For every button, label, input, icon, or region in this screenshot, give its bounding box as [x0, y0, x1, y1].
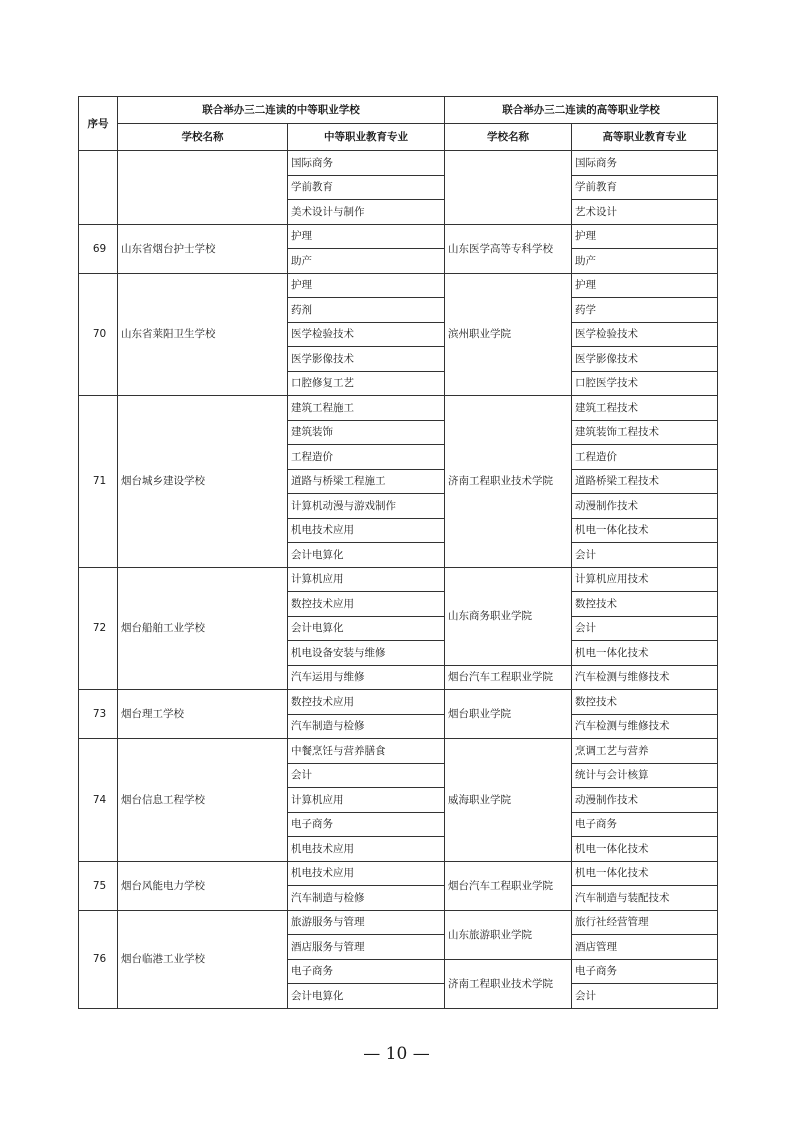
- table-row: [79, 273, 718, 298]
- mid-major-cell: 建筑装饰: [288, 420, 445, 445]
- header-high-school: 学校名称: [445, 124, 572, 151]
- high-major-cell: 艺术设计: [572, 200, 718, 225]
- table-row: [79, 739, 718, 764]
- mid-major-cell: 会计电算化: [288, 984, 445, 1009]
- mid-major-cell: 美术设计与制作: [288, 200, 445, 225]
- mid-major-cell: 药剂: [288, 298, 445, 323]
- header-high-group: 联合举办三二连读的高等职业学校: [445, 97, 718, 124]
- mid-major-cell: 医学检验技术: [288, 322, 445, 347]
- high-major-cell: 助产: [572, 249, 718, 274]
- header-seq: 序号: [79, 97, 118, 151]
- mid-major-cell: 道路与桥梁工程施工: [288, 469, 445, 494]
- mid-major-cell: 国际商务: [288, 151, 445, 176]
- seq-cell: 75: [79, 861, 118, 910]
- mid-school-cell: 山东省莱阳卫生学校: [118, 273, 288, 396]
- mid-major-cell: 机电设备安装与维修: [288, 641, 445, 666]
- mid-major-cell: 汽车制造与检修: [288, 886, 445, 911]
- mid-school-cell: 烟台临港工业学校: [118, 910, 288, 1008]
- table-row: [79, 396, 718, 421]
- mid-major-cell: 会计电算化: [288, 616, 445, 641]
- high-school-cell: 山东医学高等专科学校: [445, 224, 572, 273]
- high-school-cell: 滨州职业学院: [445, 273, 572, 396]
- mid-major-cell: 数控技术应用: [288, 690, 445, 715]
- mid-major-cell: 电子商务: [288, 812, 445, 837]
- mid-school-cell: 山东省烟台护士学校: [118, 224, 288, 273]
- high-school-cell: 济南工程职业技术学院: [445, 396, 572, 568]
- table-row: [79, 910, 718, 935]
- mid-major-cell: 护理: [288, 224, 445, 249]
- high-major-cell: 电子商务: [572, 959, 718, 984]
- header-mid-major: 中等职业教育专业: [288, 124, 445, 151]
- high-school-cell: 烟台汽车工程职业学院: [445, 665, 572, 690]
- high-school-cell: 山东商务职业学院: [445, 567, 572, 665]
- high-school-cell: 威海职业学院: [445, 739, 572, 862]
- high-major-cell: 机电一体化技术: [572, 641, 718, 666]
- high-school-cell: 济南工程职业技术学院: [445, 959, 572, 1008]
- high-major-cell: 动漫制作技术: [572, 494, 718, 519]
- high-major-cell: 国际商务: [572, 151, 718, 176]
- mid-school-cell: 烟台船舶工业学校: [118, 567, 288, 690]
- mid-major-cell: 助产: [288, 249, 445, 274]
- header-high-major: 高等职业教育专业: [572, 124, 718, 151]
- seq-cell: 74: [79, 739, 118, 862]
- mid-major-cell: 计算机应用: [288, 567, 445, 592]
- high-major-cell: 护理: [572, 273, 718, 298]
- mid-school-cell: 烟台风能电力学校: [118, 861, 288, 910]
- seq-cell: 70: [79, 273, 118, 396]
- mid-major-cell: 汽车运用与维修: [288, 665, 445, 690]
- high-major-cell: 医学检验技术: [572, 322, 718, 347]
- high-major-cell: 电子商务: [572, 812, 718, 837]
- high-school-cell: 烟台职业学院: [445, 690, 572, 739]
- high-major-cell: 数控技术: [572, 592, 718, 617]
- high-major-cell: 机电一体化技术: [572, 518, 718, 543]
- mid-school-cell: 烟台城乡建设学校: [118, 396, 288, 568]
- high-major-cell: 工程造价: [572, 445, 718, 470]
- mid-school-cell: [118, 151, 288, 225]
- mid-major-cell: 工程造价: [288, 445, 445, 470]
- high-major-cell: 建筑装饰工程技术: [572, 420, 718, 445]
- table-row: [79, 224, 718, 249]
- mid-major-cell: 机电技术应用: [288, 518, 445, 543]
- high-major-cell: 会计: [572, 984, 718, 1009]
- seq-cell: 73: [79, 690, 118, 739]
- high-school-cell: [445, 151, 572, 225]
- header-mid-school: 学校名称: [118, 124, 288, 151]
- high-major-cell: 道路桥梁工程技术: [572, 469, 718, 494]
- table-row: [79, 151, 718, 176]
- enrollment-table: [78, 96, 718, 1009]
- high-major-cell: 口腔医学技术: [572, 371, 718, 396]
- high-major-cell: 数控技术: [572, 690, 718, 715]
- high-major-cell: 药学: [572, 298, 718, 323]
- high-major-cell: 机电一体化技术: [572, 837, 718, 862]
- mid-major-cell: 电子商务: [288, 959, 445, 984]
- mid-school-cell: 烟台理工学校: [118, 690, 288, 739]
- mid-major-cell: 中餐烹饪与营养膳食: [288, 739, 445, 764]
- high-major-cell: 医学影像技术: [572, 347, 718, 372]
- seq-cell: [79, 151, 118, 225]
- high-major-cell: 汽车检测与维修技术: [572, 665, 718, 690]
- mid-major-cell: 酒店服务与管理: [288, 935, 445, 960]
- high-major-cell: 机电一体化技术: [572, 861, 718, 886]
- mid-major-cell: 计算机动漫与游戏制作: [288, 494, 445, 519]
- seq-cell: 72: [79, 567, 118, 690]
- high-major-cell: 烹调工艺与营养: [572, 739, 718, 764]
- high-major-cell: 旅行社经营管理: [572, 910, 718, 935]
- high-major-cell: 酒店管理: [572, 935, 718, 960]
- header-mid-group: 联合举办三二连读的中等职业学校: [118, 97, 445, 124]
- high-major-cell: 会计: [572, 543, 718, 568]
- high-major-cell: 会计: [572, 616, 718, 641]
- high-major-cell: 建筑工程技术: [572, 396, 718, 421]
- page-number: — 10 —: [363, 1044, 430, 1064]
- seq-cell: 71: [79, 396, 118, 568]
- high-school-cell: 烟台汽车工程职业学院: [445, 861, 572, 910]
- mid-major-cell: 建筑工程施工: [288, 396, 445, 421]
- high-major-cell: 汽车检测与维修技术: [572, 714, 718, 739]
- high-major-cell: 动漫制作技术: [572, 788, 718, 813]
- mid-major-cell: 会计: [288, 763, 445, 788]
- high-school-cell: 山东旅游职业学院: [445, 910, 572, 959]
- mid-major-cell: 计算机应用: [288, 788, 445, 813]
- mid-major-cell: 数控技术应用: [288, 592, 445, 617]
- mid-major-cell: 学前教育: [288, 175, 445, 200]
- mid-major-cell: 机电技术应用: [288, 837, 445, 862]
- high-major-cell: 护理: [572, 224, 718, 249]
- high-major-cell: 统计与会计核算: [572, 763, 718, 788]
- mid-major-cell: 口腔修复工艺: [288, 371, 445, 396]
- mid-major-cell: 汽车制造与检修: [288, 714, 445, 739]
- table-row: [79, 690, 718, 715]
- high-major-cell: 学前教育: [572, 175, 718, 200]
- mid-school-cell: 烟台信息工程学校: [118, 739, 288, 862]
- high-major-cell: 汽车制造与装配技术: [572, 886, 718, 911]
- table-row: [79, 567, 718, 592]
- mid-major-cell: 医学影像技术: [288, 347, 445, 372]
- mid-major-cell: 护理: [288, 273, 445, 298]
- mid-major-cell: 机电技术应用: [288, 861, 445, 886]
- mid-major-cell: 旅游服务与管理: [288, 910, 445, 935]
- table-body: [79, 151, 718, 1009]
- table-row: [79, 861, 718, 886]
- high-major-cell: 计算机应用技术: [572, 567, 718, 592]
- seq-cell: 76: [79, 910, 118, 1008]
- mid-major-cell: 会计电算化: [288, 543, 445, 568]
- seq-cell: 69: [79, 224, 118, 273]
